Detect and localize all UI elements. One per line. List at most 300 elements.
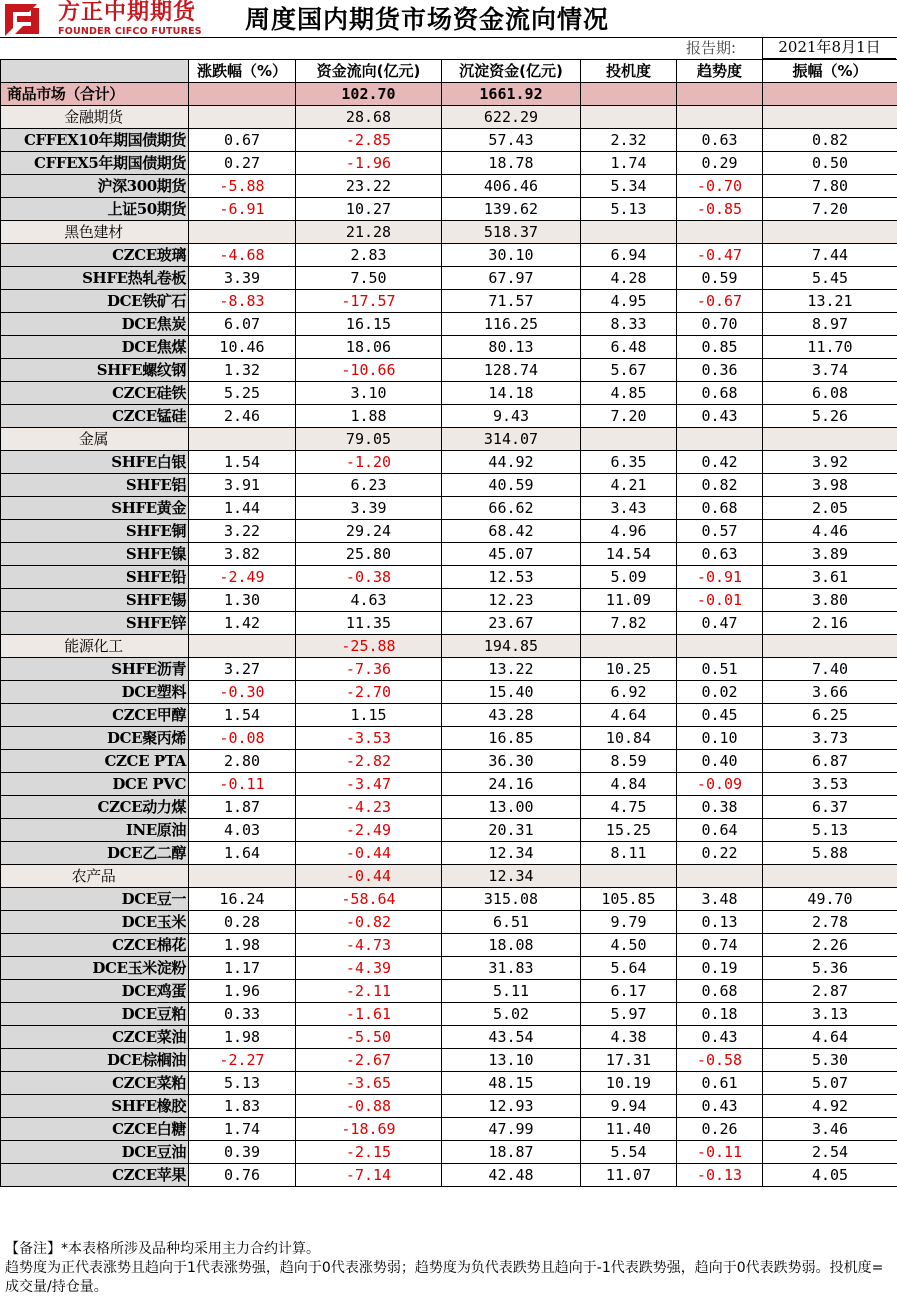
amplitude-cell: 8.97 bbox=[763, 313, 897, 336]
fund-flow-cell: -2.67 bbox=[296, 1049, 442, 1072]
speculation-cell: 4.21 bbox=[581, 474, 677, 497]
row-name: SHFE锡 bbox=[1, 589, 189, 612]
trend-cell: 0.47 bbox=[677, 612, 763, 635]
settled-funds-cell: 12.93 bbox=[442, 1095, 581, 1118]
amplitude-cell: 7.80 bbox=[763, 175, 897, 198]
speculation-cell: 5.97 bbox=[581, 1003, 677, 1026]
row-name: CFFEX10年期国债期货 bbox=[1, 129, 189, 152]
table-row bbox=[1, 1095, 897, 1118]
table-row bbox=[1, 704, 897, 727]
settled-funds-cell: 71.57 bbox=[442, 290, 581, 313]
change-pct-cell: -8.83 bbox=[189, 290, 296, 313]
trend-cell: 0.68 bbox=[677, 497, 763, 520]
amplitude-cell: 3.61 bbox=[763, 566, 897, 589]
fund-flow-cell: 23.22 bbox=[296, 175, 442, 198]
amplitude-cell: 4.05 bbox=[763, 1164, 897, 1187]
speculation-cell: 11.40 bbox=[581, 1118, 677, 1141]
row-name: CZCE PTA bbox=[1, 750, 189, 773]
amplitude-cell: 5.26 bbox=[763, 405, 897, 428]
settled-funds-cell: 20.31 bbox=[442, 819, 581, 842]
amplitude-cell: 5.30 bbox=[763, 1049, 897, 1072]
row-name: SHFE白银 bbox=[1, 451, 189, 474]
change-pct-cell: -2.49 bbox=[189, 566, 296, 589]
amplitude-cell: 3.80 bbox=[763, 589, 897, 612]
amplitude-cell: 2.26 bbox=[763, 934, 897, 957]
settled-funds-cell: 315.08 bbox=[442, 888, 581, 911]
fund-flow-cell: -3.53 bbox=[296, 727, 442, 750]
page-title: 周度国内期货市场资金流向情况 bbox=[245, 5, 610, 34]
trend-cell: 0.18 bbox=[677, 1003, 763, 1026]
change-pct-cell: -5.88 bbox=[189, 175, 296, 198]
speculation-cell: 4.84 bbox=[581, 773, 677, 796]
fund-flow-cell: 28.68 bbox=[296, 106, 442, 129]
change-pct-cell: 4.03 bbox=[189, 819, 296, 842]
row-name: DCE焦煤 bbox=[1, 336, 189, 359]
settled-funds-cell: 23.67 bbox=[442, 612, 581, 635]
speculation-cell: 6.17 bbox=[581, 980, 677, 1003]
report-period bbox=[0, 37, 897, 59]
fund-flow-cell: 2.83 bbox=[296, 244, 442, 267]
fund-flow-cell: -4.73 bbox=[296, 934, 442, 957]
change-pct-cell: 5.13 bbox=[189, 1072, 296, 1095]
speculation-cell: 2.32 bbox=[581, 129, 677, 152]
row-name: DCE豆粕 bbox=[1, 1003, 189, 1026]
change-pct-cell: 1.98 bbox=[189, 1026, 296, 1049]
table-row bbox=[1, 451, 897, 474]
row-name: DCE玉米淀粉 bbox=[1, 957, 189, 980]
settled-funds-cell: 68.42 bbox=[442, 520, 581, 543]
amplitude-cell: 4.92 bbox=[763, 1095, 897, 1118]
row-name: CZCE玻璃 bbox=[1, 244, 189, 267]
trend-cell: 0.02 bbox=[677, 681, 763, 704]
amplitude-cell: 0.82 bbox=[763, 129, 897, 152]
fund-flow-cell: 3.39 bbox=[296, 497, 442, 520]
fund-flow-cell: 4.63 bbox=[296, 589, 442, 612]
change-pct-cell: -2.27 bbox=[189, 1049, 296, 1072]
row-name: 能源化工 bbox=[1, 635, 189, 658]
table-row bbox=[1, 1141, 897, 1164]
change-pct-cell: 0.28 bbox=[189, 911, 296, 934]
table-row bbox=[1, 152, 897, 175]
amplitude-cell: 49.70 bbox=[763, 888, 897, 911]
change-pct-cell: 1.32 bbox=[189, 359, 296, 382]
trend-cell: -0.91 bbox=[677, 566, 763, 589]
category-row bbox=[1, 428, 897, 451]
table-row bbox=[1, 842, 897, 865]
fund-flow-cell: 3.10 bbox=[296, 382, 442, 405]
settled-funds-cell: 194.85 bbox=[442, 635, 581, 658]
row-name: SHFE沥青 bbox=[1, 658, 189, 681]
change-pct-cell: 6.07 bbox=[189, 313, 296, 336]
change-pct-cell bbox=[189, 83, 296, 106]
table-row bbox=[1, 198, 897, 221]
table-row bbox=[1, 497, 897, 520]
settled-funds-cell: 5.11 bbox=[442, 980, 581, 1003]
speculation-cell: 17.31 bbox=[581, 1049, 677, 1072]
fund-flow-cell: -7.36 bbox=[296, 658, 442, 681]
amplitude-cell: 3.89 bbox=[763, 543, 897, 566]
change-pct-cell: 0.76 bbox=[189, 1164, 296, 1187]
row-name: 上证50期货 bbox=[1, 198, 189, 221]
fund-flow-cell: -3.47 bbox=[296, 773, 442, 796]
amplitude-cell: 0.50 bbox=[763, 152, 897, 175]
speculation-cell: 4.75 bbox=[581, 796, 677, 819]
row-name: DCE玉米 bbox=[1, 911, 189, 934]
speculation-cell: 105.85 bbox=[581, 888, 677, 911]
fund-flow-cell: -4.23 bbox=[296, 796, 442, 819]
row-name: 农产品 bbox=[1, 865, 189, 888]
fund-flow-cell: 25.80 bbox=[296, 543, 442, 566]
amplitude-cell: 7.20 bbox=[763, 198, 897, 221]
trend-cell: -0.58 bbox=[677, 1049, 763, 1072]
speculation-cell: 5.64 bbox=[581, 957, 677, 980]
row-name: SHFE铝 bbox=[1, 474, 189, 497]
change-pct-cell: 1.30 bbox=[189, 589, 296, 612]
trend-cell: 0.68 bbox=[677, 980, 763, 1003]
change-pct-cell bbox=[189, 106, 296, 129]
row-name: SHFE螺纹钢 bbox=[1, 359, 189, 382]
table-row bbox=[1, 911, 897, 934]
header-fund-flow: 资金流向(亿元) bbox=[296, 60, 442, 83]
speculation-cell: 9.94 bbox=[581, 1095, 677, 1118]
trend-cell: 0.63 bbox=[677, 543, 763, 566]
speculation-cell bbox=[581, 865, 677, 888]
settled-funds-cell: 15.40 bbox=[442, 681, 581, 704]
trend-cell: -0.85 bbox=[677, 198, 763, 221]
amplitude-cell bbox=[763, 865, 897, 888]
table-row bbox=[1, 313, 897, 336]
fund-flow-cell: 21.28 bbox=[296, 221, 442, 244]
row-name: CZCE棉花 bbox=[1, 934, 189, 957]
change-pct-cell: 1.74 bbox=[189, 1118, 296, 1141]
trend-cell: -0.47 bbox=[677, 244, 763, 267]
trend-cell: 3.48 bbox=[677, 888, 763, 911]
change-pct-cell: 1.44 bbox=[189, 497, 296, 520]
speculation-cell: 8.33 bbox=[581, 313, 677, 336]
settled-funds-cell: 43.28 bbox=[442, 704, 581, 727]
table-row bbox=[1, 612, 897, 635]
trend-cell: 0.51 bbox=[677, 658, 763, 681]
amplitude-cell: 2.78 bbox=[763, 911, 897, 934]
change-pct-cell: 0.39 bbox=[189, 1141, 296, 1164]
trend-cell: 0.45 bbox=[677, 704, 763, 727]
row-name: CZCE甲醇 bbox=[1, 704, 189, 727]
trend-cell: 0.42 bbox=[677, 451, 763, 474]
change-pct-cell: 3.39 bbox=[189, 267, 296, 290]
trend-cell: 0.38 bbox=[677, 796, 763, 819]
change-pct-cell: -0.30 bbox=[189, 681, 296, 704]
row-name: SHFE镍 bbox=[1, 543, 189, 566]
category-row bbox=[1, 635, 897, 658]
change-pct-cell bbox=[189, 865, 296, 888]
amplitude-cell: 5.45 bbox=[763, 267, 897, 290]
trend-cell: -0.70 bbox=[677, 175, 763, 198]
speculation-cell: 6.48 bbox=[581, 336, 677, 359]
trend-cell: 0.68 bbox=[677, 382, 763, 405]
change-pct-cell: -4.68 bbox=[189, 244, 296, 267]
trend-cell: 0.43 bbox=[677, 1026, 763, 1049]
table-row bbox=[1, 1072, 897, 1095]
fund-flow-cell: 10.27 bbox=[296, 198, 442, 221]
row-name: 沪深300期货 bbox=[1, 175, 189, 198]
note-line: 【备注】*本表格所涉及品种均采用主力合约计算。 bbox=[5, 1241, 320, 1257]
speculation-cell: 10.19 bbox=[581, 1072, 677, 1095]
settled-funds-cell: 18.87 bbox=[442, 1141, 581, 1164]
table-row bbox=[1, 474, 897, 497]
fund-flow-cell: -1.96 bbox=[296, 152, 442, 175]
row-name: CZCE硅铁 bbox=[1, 382, 189, 405]
settled-funds-cell: 1661.92 bbox=[442, 83, 581, 106]
report-period-label: 报告期: bbox=[686, 39, 737, 57]
trend-cell: 0.59 bbox=[677, 267, 763, 290]
fund-flow-cell: -58.64 bbox=[296, 888, 442, 911]
change-pct-cell: 10.46 bbox=[189, 336, 296, 359]
speculation-cell: 4.85 bbox=[581, 382, 677, 405]
change-pct-cell: 1.96 bbox=[189, 980, 296, 1003]
table-body bbox=[1, 83, 897, 1187]
trend-cell: 0.74 bbox=[677, 934, 763, 957]
row-name: CZCE锰硅 bbox=[1, 405, 189, 428]
speculation-cell: 1.74 bbox=[581, 152, 677, 175]
row-name: 商品市场（合计） bbox=[1, 83, 189, 106]
speculation-cell: 6.92 bbox=[581, 681, 677, 704]
trend-cell: -0.09 bbox=[677, 773, 763, 796]
trend-cell bbox=[677, 106, 763, 129]
table-row bbox=[1, 1118, 897, 1141]
amplitude-cell bbox=[763, 221, 897, 244]
settled-funds-cell: 12.23 bbox=[442, 589, 581, 612]
table-row bbox=[1, 727, 897, 750]
trend-cell: 0.19 bbox=[677, 957, 763, 980]
settled-funds-cell: 622.29 bbox=[442, 106, 581, 129]
table-row bbox=[1, 888, 897, 911]
fund-flow-cell: -10.66 bbox=[296, 359, 442, 382]
amplitude-cell bbox=[763, 83, 897, 106]
fund-flow-cell: -2.70 bbox=[296, 681, 442, 704]
row-name: 金属 bbox=[1, 428, 189, 451]
fund-flow-table bbox=[0, 59, 897, 1187]
table-row bbox=[1, 405, 897, 428]
row-name: DCE豆一 bbox=[1, 888, 189, 911]
amplitude-cell: 5.13 bbox=[763, 819, 897, 842]
change-pct-cell bbox=[189, 428, 296, 451]
amplitude-cell: 3.74 bbox=[763, 359, 897, 382]
fund-flow-cell: 11.35 bbox=[296, 612, 442, 635]
speculation-cell bbox=[581, 635, 677, 658]
amplitude-cell: 2.54 bbox=[763, 1141, 897, 1164]
change-pct-cell: 1.54 bbox=[189, 704, 296, 727]
fund-flow-cell: -2.82 bbox=[296, 750, 442, 773]
speculation-cell: 11.07 bbox=[581, 1164, 677, 1187]
amplitude-cell: 2.16 bbox=[763, 612, 897, 635]
change-pct-cell: 0.67 bbox=[189, 129, 296, 152]
row-name: DCE聚丙烯 bbox=[1, 727, 189, 750]
speculation-cell: 5.09 bbox=[581, 566, 677, 589]
change-pct-cell: 1.87 bbox=[189, 796, 296, 819]
table-row bbox=[1, 1049, 897, 1072]
settled-funds-cell: 24.16 bbox=[442, 773, 581, 796]
table-row bbox=[1, 290, 897, 313]
row-name: DCE PVC bbox=[1, 773, 189, 796]
change-pct-cell: 1.98 bbox=[189, 934, 296, 957]
settled-funds-cell: 13.10 bbox=[442, 1049, 581, 1072]
fund-flow-cell: 7.50 bbox=[296, 267, 442, 290]
table-row bbox=[1, 520, 897, 543]
row-name: SHFE热轧卷板 bbox=[1, 267, 189, 290]
row-name: SHFE橡胶 bbox=[1, 1095, 189, 1118]
speculation-cell: 14.54 bbox=[581, 543, 677, 566]
settled-funds-cell: 139.62 bbox=[442, 198, 581, 221]
table-row bbox=[1, 773, 897, 796]
speculation-cell: 11.09 bbox=[581, 589, 677, 612]
amplitude-cell: 3.92 bbox=[763, 451, 897, 474]
settled-funds-cell: 13.00 bbox=[442, 796, 581, 819]
settled-funds-cell: 518.37 bbox=[442, 221, 581, 244]
settled-funds-cell: 116.25 bbox=[442, 313, 581, 336]
row-name: DCE塑料 bbox=[1, 681, 189, 704]
amplitude-cell: 5.36 bbox=[763, 957, 897, 980]
change-pct-cell: 16.24 bbox=[189, 888, 296, 911]
speculation-cell bbox=[581, 106, 677, 129]
speculation-cell: 4.50 bbox=[581, 934, 677, 957]
change-pct-cell: -0.08 bbox=[189, 727, 296, 750]
table-row bbox=[1, 957, 897, 980]
amplitude-cell: 3.98 bbox=[763, 474, 897, 497]
row-name: CZCE菜油 bbox=[1, 1026, 189, 1049]
fund-flow-cell: -2.11 bbox=[296, 980, 442, 1003]
fund-flow-cell: -2.85 bbox=[296, 129, 442, 152]
speculation-cell: 7.82 bbox=[581, 612, 677, 635]
table-row bbox=[1, 129, 897, 152]
amplitude-cell: 6.08 bbox=[763, 382, 897, 405]
row-name: DCE鸡蛋 bbox=[1, 980, 189, 1003]
change-pct-cell: 0.33 bbox=[189, 1003, 296, 1026]
speculation-cell bbox=[581, 83, 677, 106]
settled-funds-cell: 48.15 bbox=[442, 1072, 581, 1095]
speculation-cell: 6.35 bbox=[581, 451, 677, 474]
trend-cell: 0.82 bbox=[677, 474, 763, 497]
speculation-cell: 5.34 bbox=[581, 175, 677, 198]
speculation-cell: 10.84 bbox=[581, 727, 677, 750]
trend-cell: -0.01 bbox=[677, 589, 763, 612]
row-name: CZCE菜粕 bbox=[1, 1072, 189, 1095]
row-name: DCE焦炭 bbox=[1, 313, 189, 336]
speculation-cell: 4.96 bbox=[581, 520, 677, 543]
fund-flow-cell: 79.05 bbox=[296, 428, 442, 451]
amplitude-cell: 4.64 bbox=[763, 1026, 897, 1049]
note-line: 趋势度为正代表涨势且趋向于1代表涨势强，趋向于0代表涨势弱；趋势度为负代表跌势且趋向于-1代表跌势强，趋向于0代表跌势弱。投机度=成交量/持仓量。 bbox=[5, 1260, 884, 1295]
settled-funds-cell: 12.34 bbox=[442, 865, 581, 888]
brand-name-en: FOUNDER CIFCO FUTURES bbox=[58, 26, 202, 37]
amplitude-cell: 11.70 bbox=[763, 336, 897, 359]
fund-flow-cell: -7.14 bbox=[296, 1164, 442, 1187]
header-change-pct: 涨跌幅（%） bbox=[189, 60, 296, 83]
row-name: SHFE铜 bbox=[1, 520, 189, 543]
amplitude-cell: 7.40 bbox=[763, 658, 897, 681]
settled-funds-cell: 44.92 bbox=[442, 451, 581, 474]
speculation-cell: 5.54 bbox=[581, 1141, 677, 1164]
row-name: CZCE苹果 bbox=[1, 1164, 189, 1187]
settled-funds-cell: 14.18 bbox=[442, 382, 581, 405]
fund-flow-cell: -0.88 bbox=[296, 1095, 442, 1118]
table-row bbox=[1, 382, 897, 405]
change-pct-cell: 3.82 bbox=[189, 543, 296, 566]
change-pct-cell: 3.22 bbox=[189, 520, 296, 543]
settled-funds-cell: 43.54 bbox=[442, 1026, 581, 1049]
fund-flow-cell: -5.50 bbox=[296, 1026, 442, 1049]
settled-funds-cell: 57.43 bbox=[442, 129, 581, 152]
settled-funds-cell: 12.34 bbox=[442, 842, 581, 865]
amplitude-cell: 6.87 bbox=[763, 750, 897, 773]
change-pct-cell: 5.25 bbox=[189, 382, 296, 405]
speculation-cell bbox=[581, 428, 677, 451]
trend-cell: -0.11 bbox=[677, 1141, 763, 1164]
row-name: CFFEX5年期国债期货 bbox=[1, 152, 189, 175]
notes bbox=[5, 1240, 895, 1297]
trend-cell: 0.26 bbox=[677, 1118, 763, 1141]
settled-funds-cell: 31.83 bbox=[442, 957, 581, 980]
amplitude-cell: 6.37 bbox=[763, 796, 897, 819]
settled-funds-cell: 5.02 bbox=[442, 1003, 581, 1026]
fund-flow-cell: -25.88 bbox=[296, 635, 442, 658]
table-row bbox=[1, 336, 897, 359]
table-row bbox=[1, 589, 897, 612]
table-row bbox=[1, 658, 897, 681]
fund-flow-cell: -0.38 bbox=[296, 566, 442, 589]
header-amplitude: 振幅（%） bbox=[763, 60, 897, 83]
speculation-cell: 4.28 bbox=[581, 267, 677, 290]
trend-cell: -0.13 bbox=[677, 1164, 763, 1187]
change-pct-cell: 1.64 bbox=[189, 842, 296, 865]
row-name: DCE棕榈油 bbox=[1, 1049, 189, 1072]
settled-funds-cell: 67.97 bbox=[442, 267, 581, 290]
speculation-cell: 15.25 bbox=[581, 819, 677, 842]
amplitude-cell bbox=[763, 106, 897, 129]
table-row bbox=[1, 359, 897, 382]
amplitude-cell: 3.53 bbox=[763, 773, 897, 796]
row-name: INE原油 bbox=[1, 819, 189, 842]
table-row bbox=[1, 796, 897, 819]
change-pct-cell: 1.17 bbox=[189, 957, 296, 980]
fund-flow-cell: -1.61 bbox=[296, 1003, 442, 1026]
speculation-cell: 4.38 bbox=[581, 1026, 677, 1049]
category-row bbox=[1, 865, 897, 888]
row-name: DCE铁矿石 bbox=[1, 290, 189, 313]
amplitude-cell: 13.21 bbox=[763, 290, 897, 313]
speculation-cell: 10.25 bbox=[581, 658, 677, 681]
amplitude-cell: 3.66 bbox=[763, 681, 897, 704]
report-period-date: 2021年8月1日 bbox=[762, 37, 896, 59]
speculation-cell: 7.20 bbox=[581, 405, 677, 428]
amplitude-cell bbox=[763, 428, 897, 451]
speculation-cell: 4.95 bbox=[581, 290, 677, 313]
trend-cell: 0.43 bbox=[677, 405, 763, 428]
fund-flow-cell: -17.57 bbox=[296, 290, 442, 313]
header-name bbox=[1, 60, 189, 83]
trend-cell: 0.13 bbox=[677, 911, 763, 934]
header-trend: 趋势度 bbox=[677, 60, 763, 83]
change-pct-cell: 3.27 bbox=[189, 658, 296, 681]
row-name: SHFE黄金 bbox=[1, 497, 189, 520]
change-pct-cell: 0.27 bbox=[189, 152, 296, 175]
fund-flow-cell: 1.15 bbox=[296, 704, 442, 727]
trend-cell bbox=[677, 83, 763, 106]
fund-flow-cell: -2.49 bbox=[296, 819, 442, 842]
settled-funds-cell: 47.99 bbox=[442, 1118, 581, 1141]
change-pct-cell: 3.91 bbox=[189, 474, 296, 497]
fund-flow-cell: -3.65 bbox=[296, 1072, 442, 1095]
table-row bbox=[1, 934, 897, 957]
